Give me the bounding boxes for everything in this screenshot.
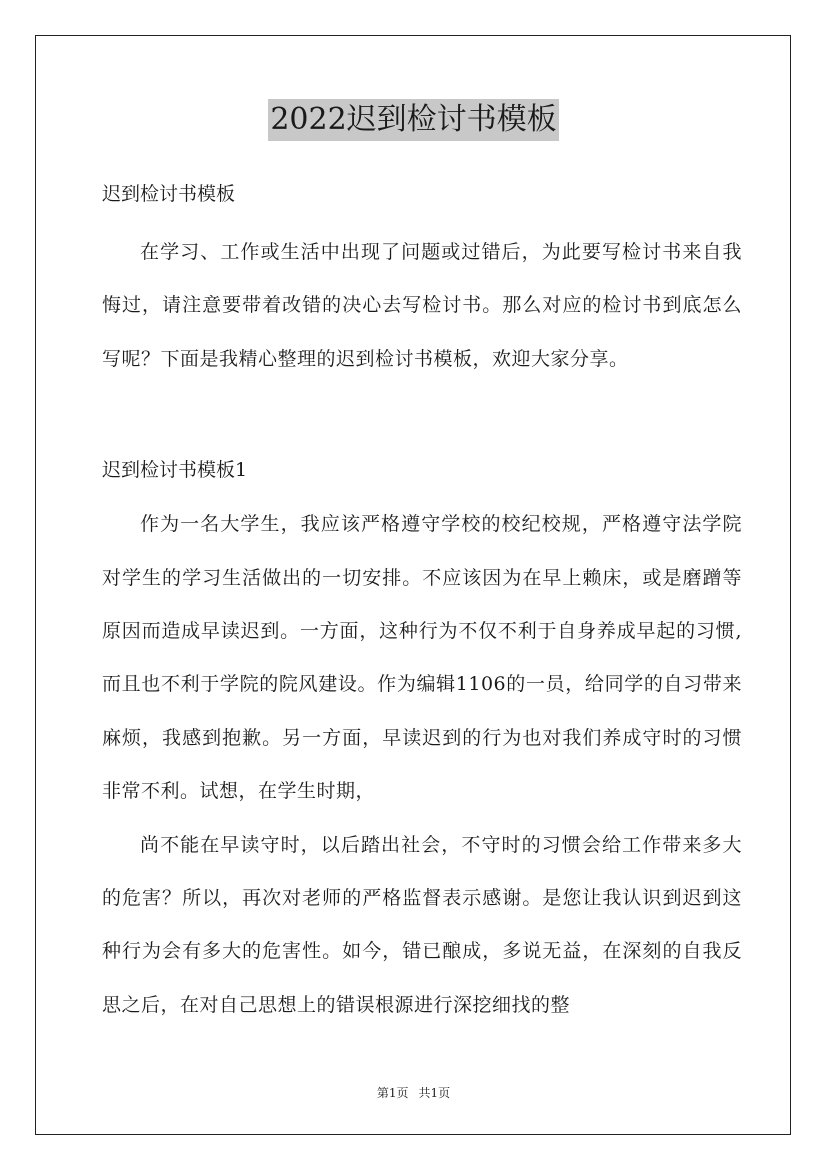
page-number: 第1页 (376, 1086, 409, 1100)
title-wrap (0, 99, 827, 141)
intro-heading: 迟到检讨书模板 (102, 183, 236, 205)
page-footer (0, 1084, 827, 1101)
document-title: 2022迟到检讨书模板 (268, 99, 558, 141)
section1-paragraph-1: 作为一名大学生，我应该严格遵守学校的校纪校规，严格遵守法学院对学生的学习生活做出的一切安排。不应该因为在早上赖床，或是磨蹭等原因而造成早读迟到。一方面，这种行为不仅不利于自身养成早起的习惯,而且也不利于学院的院风建设。作为编辑1106的一员，给同学的自习带来麻烦，我感到抱歉。另一方面，早读迟到的行为也对我们养成守时的习惯非常不利。试想，在学生时期， (102, 513, 742, 803)
section1-paragraph-2: 尚不能在早读守时，以后踏出社会，不守时的习惯会给工作带来多大的危害？所以，再次对老师的严格监督表示感谢。是您让我认识到迟到这种行为会有多大的危害性。如今，错已酿成，多说无益，在深刻的自我反思之后，在对自己思想上的错误根源进行深挖细找的整 (102, 833, 742, 1016)
document-body (102, 172, 742, 1032)
intro-paragraph: 在学习、工作或生活中出现了问题或过错后，为此要写检讨书来自我悔过，请注意要带着改错的决心去写检讨书。那么对应的检讨书到底怎么写呢？下面是我精心整理的迟到检讨书模板，欢迎大家分享。 (102, 241, 742, 370)
page-total: 共1页 (418, 1086, 451, 1100)
section1-heading: 迟到检讨书模板1 (102, 459, 248, 482)
